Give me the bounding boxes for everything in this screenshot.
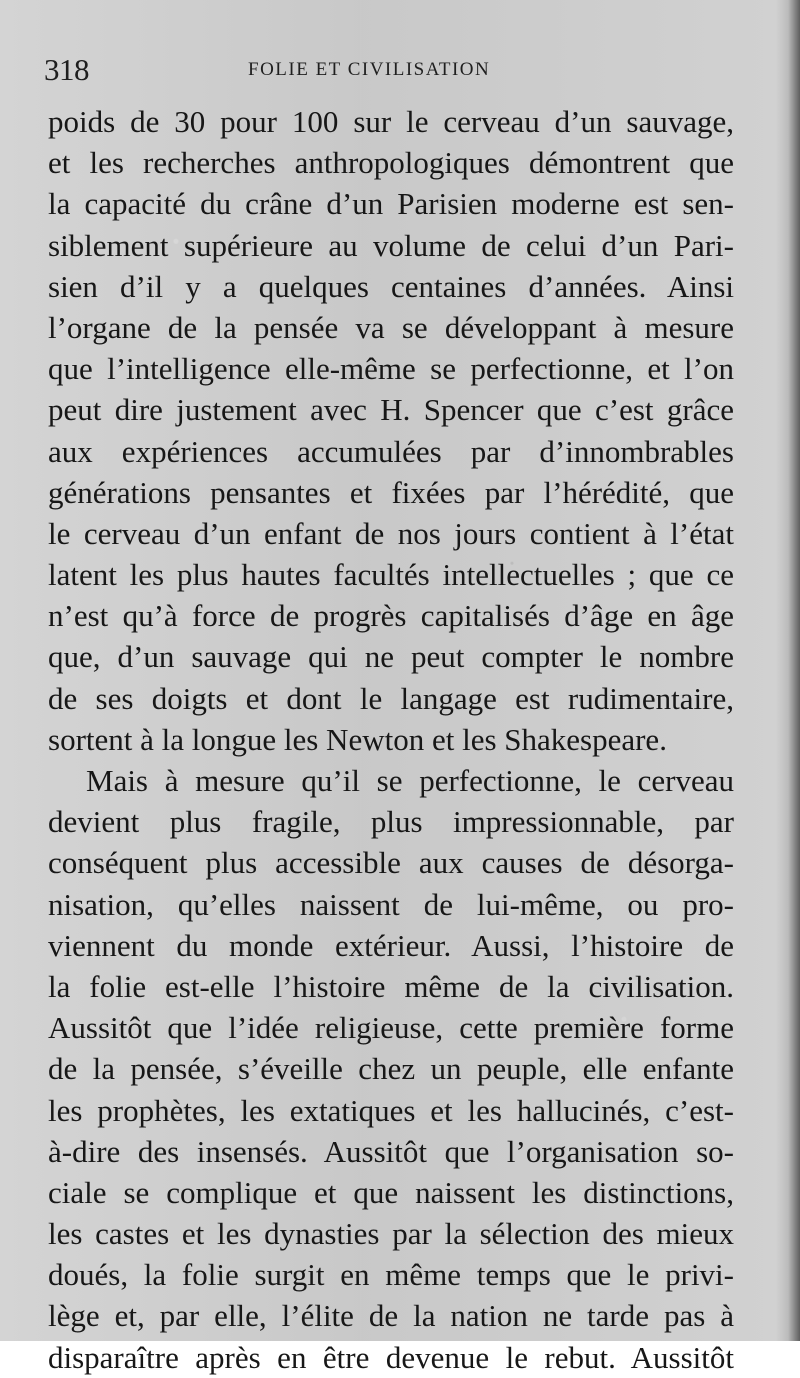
text-line: lège et, par elle, l’élite de la nation ne tarde pas à bbox=[48, 1298, 734, 1334]
text-line: la folie est-elle l’histoire même de la civilisation. bbox=[48, 968, 734, 1004]
text-line: la capacité du crâne d’un Parisien moderne est sen- bbox=[48, 186, 734, 222]
text-line: et les recherches anthropologiques démontrent que bbox=[48, 145, 734, 181]
text-line: n’est qu’à force de progrès capitalisés d’âge en âge bbox=[48, 598, 734, 634]
text-line: nisation, qu’elles naissent de lui-même, ou pro- bbox=[48, 886, 734, 922]
text-line: Aussitôt que l’idée religieuse, cette première forme bbox=[48, 1010, 734, 1046]
text-line: à-dire des insensés. Aussitôt que l’organisation so- bbox=[48, 1133, 734, 1169]
body-text bbox=[48, 101, 734, 1378]
text-line: siblement supérieure au volume de celui d’un Pari- bbox=[48, 227, 734, 263]
text-line: devient plus fragile, plus impressionnable, par bbox=[48, 804, 734, 840]
text-line: générations pensantes et fixées par l’hérédité, que bbox=[48, 474, 734, 510]
text-line: sien d’il y a quelques centaines d’années. Ainsi bbox=[48, 268, 734, 304]
paragraph-2 bbox=[48, 760, 734, 1378]
text-line: conséquent plus accessible aux causes de désorga- bbox=[48, 845, 734, 881]
text-line: latent les plus hautes facultés intellectuelles ; que ce bbox=[48, 557, 734, 593]
text-line: le cerveau d’un enfant de nos jours contient à l’état bbox=[48, 515, 734, 551]
page-header bbox=[44, 50, 734, 90]
text-line: de ses doigts et dont le langage est rudimentaire, bbox=[48, 680, 734, 716]
text-line: de la pensée, s’éveille chez un peuple, elle enfante bbox=[48, 1051, 734, 1087]
paragraph-1 bbox=[48, 101, 734, 760]
page-number: 318 bbox=[44, 52, 89, 87]
text-line: Mais à mesure qu’il se perfectionne, le cerveau bbox=[86, 763, 734, 798]
text-line: sortent à la longue les Newton et les Shakespeare. bbox=[48, 721, 667, 757]
text-line: disparaître après en être devenue le rebut. Aussitôt bbox=[48, 1339, 734, 1375]
text-line: que, d’un sauvage qui ne peut compter le nombre bbox=[48, 639, 734, 675]
text-line: viennent du monde extérieur. Aussi, l’histoire de bbox=[48, 927, 734, 963]
running-title: FOLIE ET CIVILISATION bbox=[248, 59, 491, 80]
text-line: que l’intelligence elle-même se perfectionne, et l’on bbox=[48, 351, 734, 387]
text-line: ciale se complique et que naissent les distinctions, bbox=[48, 1174, 734, 1210]
text-line: doués, la folie surgit en même temps que le privi- bbox=[48, 1257, 734, 1293]
text-line: peut dire justement avec H. Spencer que c’est grâce bbox=[48, 392, 734, 428]
text-line: l’organe de la pensée va se développant à mesure bbox=[48, 309, 734, 345]
text-line: aux expériences accumulées par d’innombrables bbox=[48, 433, 734, 469]
text-line: les castes et les dynasties par la sélection des mieux bbox=[48, 1216, 734, 1252]
text-line: les prophètes, les extatiques et les hallucinés, c’est- bbox=[48, 1092, 734, 1128]
text-line: poids de 30 pour 100 sur le cerveau d’un sauvage, bbox=[48, 104, 734, 139]
